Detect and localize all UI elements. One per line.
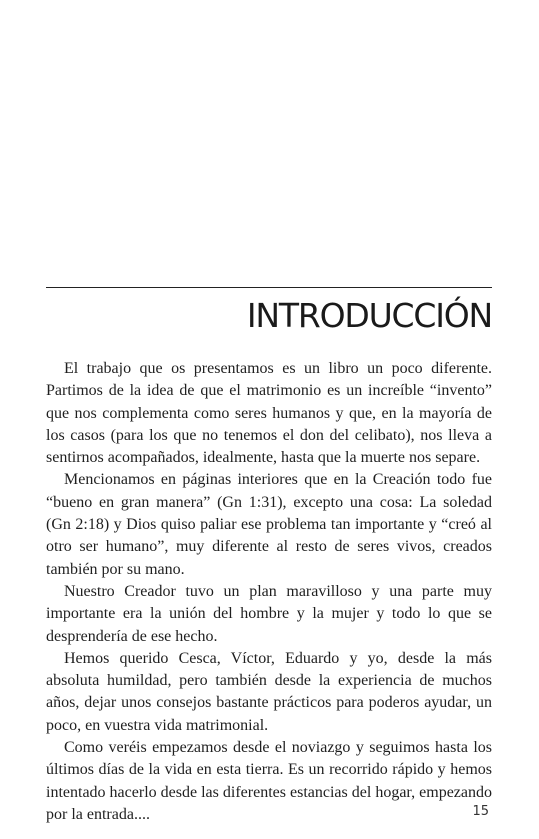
page-number: 15 xyxy=(472,804,489,819)
paragraph: El trabajo que os presentamos es un libro un poco diferente. Partimos de la idea de que el matrimonio es un increíble “invento” que nos complementa como seres humanos y que, en la mayoría de los casos (para los que no tenemos el don del celibato), nos lleva a sentirnos acompañados, idealmente, hasta que la muerte nos separe. xyxy=(46,360,492,467)
paragraph: Mencionamos en páginas interiores que en la Creación todo fue “bueno en gran manera” (Gn 1:31), excepto una cosa: La soledad (Gn 2:18) y Dios quiso paliar ese problema tan importante y “creó al otro ser humano”, muy diferente al resto de seres vivos, creados también por su mano. xyxy=(46,471,492,578)
chapter-body xyxy=(46,358,492,826)
paragraph: Como veréis empezamos desde el noviazgo y seguimos hasta los últimos días de la vida en esta tierra. Es un recorrido rápido y hemos intentado hacerlo desde las diferentes estancias del hogar, empezando por la entrada.... xyxy=(46,739,492,823)
chapter-divider-line xyxy=(46,287,492,288)
paragraph: Nuestro Creador tuvo un plan maravilloso y una parte muy importante era la unión del hombre y la mujer y todo lo que se desprendería de ese hecho. xyxy=(46,582,492,645)
chapter-title: INTRODUCCIÓN xyxy=(246,296,492,335)
paragraph: Hemos querido Cesca, Víctor, Eduardo y yo, desde la más absoluta humildad, pero también desde la experiencia de muchos años, dejar unos consejos bastante prácticos para poderos ayudar, un poco, en vuestra vida matrimonial. xyxy=(46,649,492,734)
